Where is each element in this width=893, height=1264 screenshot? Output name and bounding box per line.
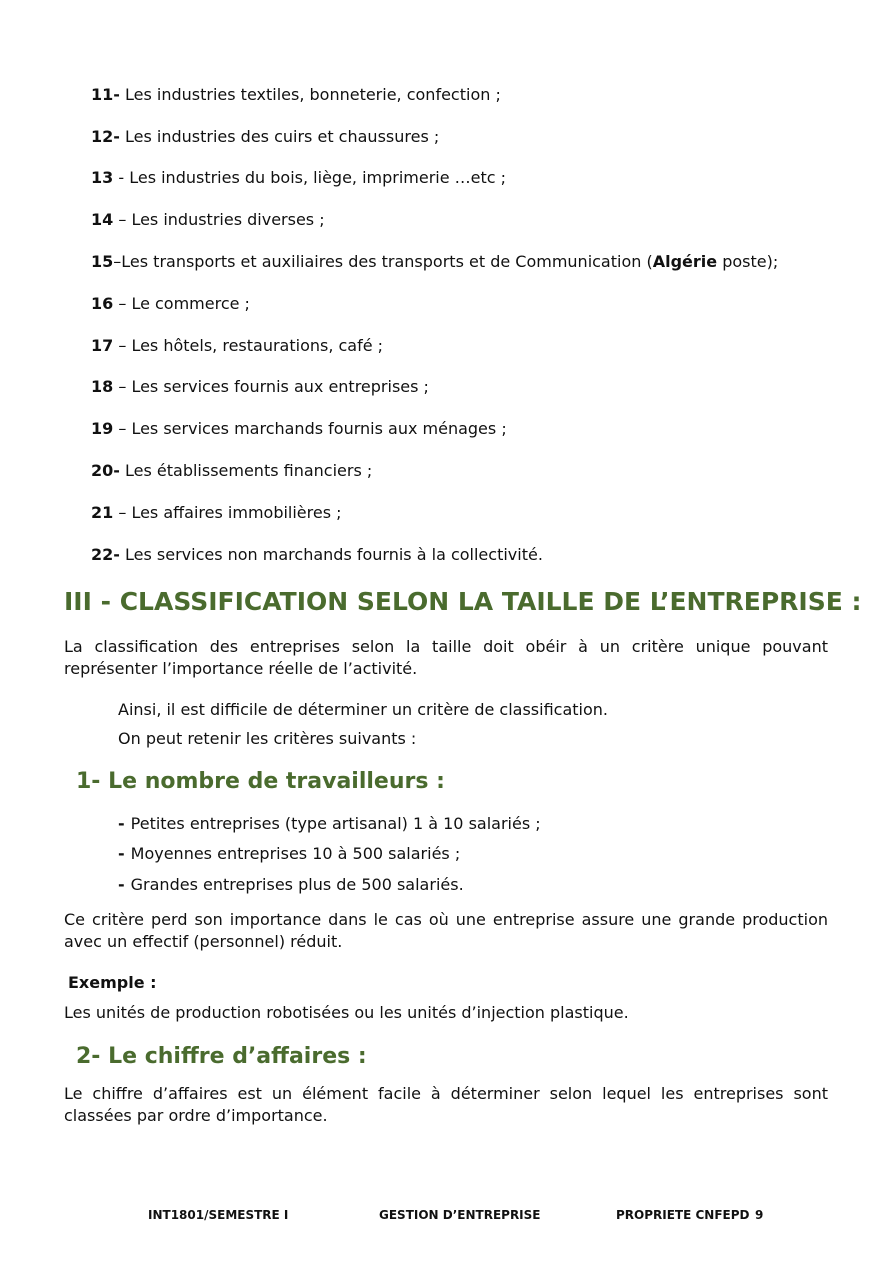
- page-number: 9: [755, 1208, 764, 1222]
- item-number: 19: [91, 419, 114, 438]
- section-heading: III - CLASSIFICATION SELON LA TAILLE DE L’ENTREPRISE :: [64, 587, 862, 616]
- turnover-paragraph: Le chiffre d’affaires est un élément facile à déterminer selon lequel les entreprises sont classées par ordre d’importance.: [64, 1084, 828, 1125]
- item-number: 22-: [91, 545, 120, 564]
- item-text: –Les transports et auxiliaires des transports et de Communication (: [113, 252, 653, 271]
- item-text: – Les hôtels, restaurations, café ;: [113, 336, 384, 355]
- item-text: – Les industries diverses ;: [113, 210, 325, 229]
- item-number: 21: [91, 503, 114, 522]
- subsection-heading-2: 2- Le chiffre d’affaires :: [76, 1044, 367, 1069]
- item-text: Les établissements financiers ;: [119, 461, 373, 480]
- list-item: [91, 503, 342, 523]
- item-number: 16: [91, 294, 114, 313]
- item-text: Les services non marchands fournis à la collectivité.: [119, 545, 543, 564]
- list-item: [91, 294, 250, 314]
- subsection-heading-1: 1- Le nombre de travailleurs :: [76, 769, 445, 794]
- criteria-note-paragraph: Ce critère perd son importance dans le cas où une entreprise assure une grande production avec un effectif (personnel) réduit.: [64, 910, 828, 951]
- footer-title: GESTION D’ENTREPRISE: [379, 1208, 541, 1222]
- list-item: [91, 461, 372, 481]
- item-number: 14: [91, 210, 114, 229]
- item-text: – Le commerce ;: [113, 294, 250, 313]
- list-item: [91, 210, 325, 230]
- bullet-text: Petites entreprises (type artisanal) 1 à 10 salariés ;: [130, 814, 541, 833]
- bullet-dash: -: [118, 814, 125, 833]
- item-number: 13: [91, 168, 114, 187]
- list-item: [91, 377, 429, 397]
- item-bold-text: Algérie: [652, 252, 718, 271]
- item-number: 11-: [91, 85, 120, 104]
- item-text: Les industries textiles, bonneterie, confection ;: [119, 85, 501, 104]
- list-item: [91, 336, 383, 356]
- list-item: [91, 545, 543, 565]
- item-text: – Les services fournis aux entreprises ;: [113, 377, 429, 396]
- bullet-text: Grandes entreprises plus de 500 salariés.: [130, 875, 464, 894]
- bullet-item: [118, 814, 541, 834]
- item-number: 12-: [91, 127, 120, 146]
- item-text: – Les services marchands fournis aux ménages ;: [113, 419, 507, 438]
- item-number: 17: [91, 336, 114, 355]
- text-line: On peut retenir les critères suivants :: [118, 729, 417, 748]
- list-item: [91, 127, 439, 147]
- item-text: Les industries des cuirs et chaussures ;: [119, 127, 440, 146]
- footer-owner: PROPRIETE CNFEPD: [616, 1208, 750, 1222]
- item-text: - Les industries du bois, liège, imprimerie …etc ;: [113, 168, 507, 187]
- bullet-dash: -: [118, 875, 125, 894]
- bullet-item: [118, 875, 464, 895]
- item-text-end: poste);: [717, 252, 779, 271]
- item-text: – Les affaires immobilières ;: [113, 503, 342, 522]
- bullet-text: Moyennes entreprises 10 à 500 salariés ;: [130, 844, 461, 863]
- list-item: [91, 168, 506, 188]
- list-item: [91, 85, 501, 105]
- example-label: Exemple :: [68, 973, 157, 992]
- section-intro-paragraph: La classification des entreprises selon la taille doit obéir à un critère unique pouvant représenter l’importance réelle de l’activité.: [64, 637, 828, 678]
- bullet-item: [118, 844, 460, 864]
- bullet-dash: -: [118, 844, 125, 863]
- example-text: Les unités de production robotisées ou les unités d’injection plastique.: [64, 1003, 629, 1022]
- list-item: [91, 252, 778, 272]
- text-line: Ainsi, il est difficile de déterminer un critère de classification.: [118, 700, 608, 719]
- list-item: [91, 419, 507, 439]
- item-number: 15: [91, 252, 114, 271]
- footer-course-code: INT1801/SEMESTRE I: [148, 1208, 289, 1222]
- item-number: 20-: [91, 461, 120, 480]
- item-number: 18: [91, 377, 114, 396]
